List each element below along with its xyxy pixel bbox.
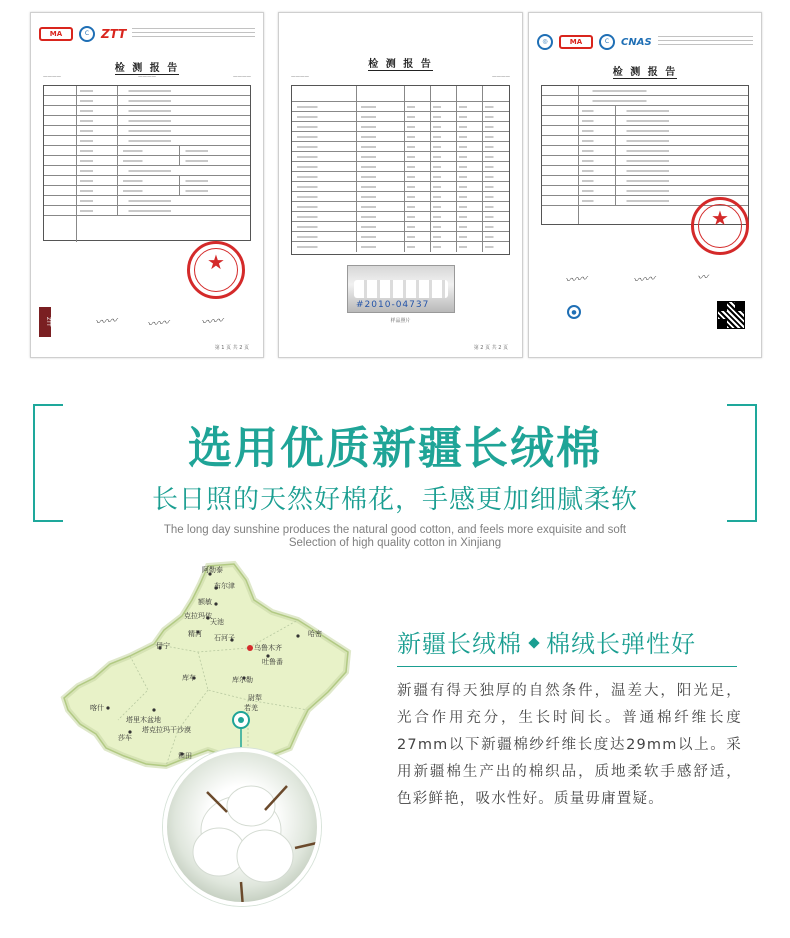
qr-code-icon	[717, 301, 745, 329]
lab-address-lines	[132, 28, 255, 40]
ztt-logo-icon: ZTT	[101, 27, 127, 41]
signature-3: 〰〰	[200, 313, 224, 330]
cnas-logo-icon: CNAS	[621, 36, 652, 48]
signature-1: 〰〰	[564, 271, 588, 288]
ilac-logo-icon: C	[599, 34, 615, 50]
city-label: 库尔勒	[232, 676, 253, 684]
lab-address-lines	[658, 36, 753, 48]
city-label: 喀什	[90, 704, 104, 712]
region-label: 塔克拉玛干沙漠	[142, 726, 191, 734]
feature-title-part-1: 新疆长绒棉	[397, 630, 522, 658]
feature-description: 新疆有得天独厚的自然条件，温差大，阳光足，光合作用充分，生长时间长。普通棉纤维长度27mm以下新疆棉纱纤维长度达29mm以上。采用新疆棉生产出的棉织品，质地柔软手感舒适，色彩鲜艳，吸水性好。质量毋庸置疑。	[397, 683, 742, 807]
city-label: 精河	[188, 630, 202, 638]
page-number: 第 2 页 共 2 页	[473, 345, 508, 351]
certificate-logos	[537, 31, 753, 53]
headline-title: 选用优质新疆长绒棉	[188, 423, 602, 474]
certificate-strip	[28, 12, 762, 360]
city-label: 克拉玛依	[184, 612, 212, 620]
city-label: 阿勒泰	[202, 566, 223, 574]
signature-3: 〰	[696, 270, 709, 285]
city-label: 布尔津	[214, 582, 235, 590]
capital-marker-icon	[247, 645, 253, 651]
inspection-seal-icon: ★	[691, 197, 749, 255]
cotton-sample-strip	[354, 280, 448, 298]
certificate-logos	[39, 23, 255, 45]
title-underline	[397, 666, 737, 667]
sample-photo	[347, 265, 455, 313]
headline-subtitle: 长日照的天然好棉花，手感更加细腻柔软	[151, 485, 638, 515]
feature-title	[397, 624, 696, 659]
test-report-page-1	[30, 12, 264, 358]
city-label: 额敏	[198, 598, 212, 606]
report-table	[291, 85, 510, 255]
city-label: 乌鲁木齐	[254, 644, 282, 652]
report-title: 检 测 报 告	[612, 67, 678, 78]
sample-caption: 样品照片	[390, 318, 411, 324]
signature-1: 〰〰	[94, 313, 118, 330]
city-label: 石河子	[214, 634, 235, 642]
region-label: 塔里木盆地	[126, 716, 161, 724]
feature-title-part-2: 棉绒长弹性好	[546, 630, 696, 658]
test-report-cnas	[528, 12, 762, 358]
city-label: 莎车	[118, 734, 132, 742]
signature-2: 〰〰	[146, 315, 170, 332]
city-label: 库车	[182, 674, 196, 682]
cma-logo-icon: C	[79, 26, 95, 42]
city-label: 伊宁	[156, 642, 170, 650]
inspection-seal-icon: ★	[187, 241, 245, 299]
ztt-side-tag: ZTT	[39, 307, 51, 337]
ma-logo-icon: MA	[559, 35, 593, 49]
emblem-logo-icon: ◎	[537, 34, 553, 50]
report-meta: ———— ————	[291, 75, 510, 80]
city-label: 哈密	[308, 630, 322, 638]
city-label: 吐鲁番	[262, 658, 283, 666]
city-label: 和田	[178, 752, 192, 760]
cotton-boll-photo	[163, 748, 321, 906]
test-report-page-2	[278, 12, 523, 358]
report-title: 检 测 报 告	[114, 63, 180, 74]
sample-mark: #2010-04737	[356, 300, 430, 310]
diamond-separator-icon	[528, 637, 539, 648]
report-title: 检 测 报 告	[368, 59, 433, 70]
signature-2: 〰〰	[632, 271, 656, 288]
ma-logo-icon: MA	[39, 27, 73, 41]
report-meta: ———— ———— ————	[43, 75, 251, 80]
english-caption-2: Selection of high quality cotton in Xinjiang	[288, 537, 502, 549]
english-caption-1: The long day sunshine produces the natural good cotton, and feels more exquisite and soft	[163, 524, 627, 536]
report-table	[43, 85, 251, 241]
city-label: 天池	[210, 618, 224, 626]
city-label: 若羌	[244, 704, 258, 712]
lab-logo-icon: ●	[567, 305, 581, 319]
page-number: 第 1 页 共 2 页	[214, 345, 249, 351]
city-label: 尉犁	[248, 694, 262, 702]
